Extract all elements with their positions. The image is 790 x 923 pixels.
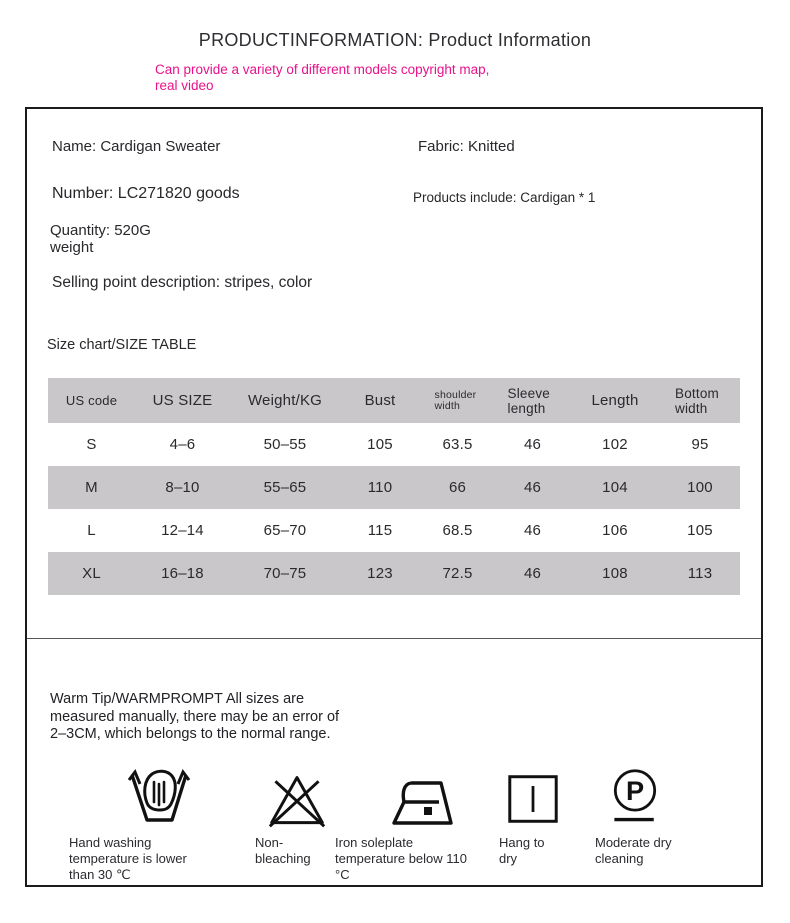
size-cell: 50–55 <box>263 436 307 453</box>
size-cell: 4–6 <box>169 436 196 453</box>
care-label-line: dry <box>499 851 518 866</box>
size-cell: 55–65 <box>263 479 307 496</box>
column-header: Sleeve length <box>507 385 550 416</box>
care-label-line: Hang to <box>499 835 545 850</box>
hang-to-dry-icon <box>505 773 561 825</box>
product-info-card <box>25 107 763 887</box>
quantity-line: Quantity: 520G <box>50 222 151 239</box>
hand-wash-icon <box>127 763 191 829</box>
care-label-line: Hand washing <box>69 835 152 850</box>
care-instructions-section <box>27 638 761 885</box>
column-header: Bust <box>364 392 396 409</box>
size-cell: 106 <box>602 522 628 539</box>
column-header: Bottom width <box>675 385 719 416</box>
size-cell: 46 <box>523 522 542 539</box>
size-cell: 16–18 <box>161 565 204 582</box>
size-cell: S <box>86 436 97 453</box>
size-table <box>48 378 740 595</box>
quantity-line: weight <box>50 239 94 256</box>
size-cell: 102 <box>602 436 628 453</box>
warm-tip-line: Warm Tip/WARMPROMPT All sizes are <box>50 691 305 707</box>
iron-low-temp-label <box>335 835 505 883</box>
warm-tip-line: measured manually, there may be an error of <box>50 708 340 725</box>
size-cell: 104 <box>602 479 628 496</box>
selling-point-field: Selling point description: stripes, color <box>52 274 313 291</box>
care-label-line: temperature is lower <box>69 851 187 866</box>
care-label-line: cleaning <box>595 851 644 866</box>
care-label-line: than 30 ℃ <box>69 867 131 882</box>
care-label-line: °C <box>335 867 350 882</box>
size-cell: 105 <box>687 522 713 539</box>
size-cell: 46 <box>523 565 542 582</box>
products-include-field: Products include: Cardigan * 1 <box>413 190 596 205</box>
size-cell: 115 <box>367 522 393 539</box>
size-cell: 113 <box>687 565 713 582</box>
size-cell: 68.5 <box>442 522 473 539</box>
warm-tip-line: 2–3CM, which belongs to the normal range. <box>50 726 331 742</box>
column-header: Length <box>591 392 639 409</box>
size-cell: 65–70 <box>263 522 307 539</box>
product-quantity-field <box>50 222 151 256</box>
size-cell: 46 <box>523 436 542 453</box>
non-bleach-icon <box>267 771 327 831</box>
product-details-section <box>27 109 761 638</box>
size-cell: 46 <box>523 479 542 496</box>
size-cell: 8–10 <box>165 479 200 496</box>
product-number-field: Number: LC271820 goods <box>52 185 240 202</box>
size-cell: M <box>85 479 98 496</box>
size-cell: 105 <box>367 436 393 453</box>
column-header: US code <box>65 393 118 408</box>
size-chart-title: Size chart/SIZE TABLE <box>47 337 197 353</box>
size-table-header-row <box>48 378 740 423</box>
size-cell: 123 <box>367 565 393 582</box>
care-label-line: Non- <box>255 835 284 850</box>
product-name-field: Name: Cardigan Sweater <box>52 138 221 155</box>
dry-clean-gentle-icon <box>605 765 665 829</box>
svg-text:P: P <box>625 774 645 806</box>
size-row-m <box>48 466 740 509</box>
size-cell: 95 <box>691 436 709 453</box>
page-title: PRODUCTINFORMATION: Product Information <box>198 30 592 50</box>
care-label-line: bleaching <box>255 851 311 866</box>
iron-low-temp-icon <box>389 777 455 829</box>
column-header: shoulder width <box>434 388 477 412</box>
non-bleach-label <box>255 835 345 867</box>
size-row-xl <box>48 552 740 595</box>
size-cell: L <box>87 522 96 539</box>
column-header: Weight/KG <box>247 392 323 409</box>
size-cell: 63.5 <box>442 436 473 453</box>
size-cell: 72.5 <box>442 565 473 582</box>
hang-to-dry-label <box>499 835 579 867</box>
column-header: US SIZE <box>152 392 213 409</box>
size-cell: 66 <box>448 479 467 496</box>
size-cell: 100 <box>687 479 713 496</box>
hand-wash-label <box>69 835 234 883</box>
subtitle-line: Can provide a variety of different models copyright map, <box>155 62 490 77</box>
care-label-line: temperature below 110 <box>335 851 468 866</box>
size-cell: XL <box>82 565 101 582</box>
care-label-line: Moderate dry <box>595 835 672 850</box>
warm-tip-text <box>50 691 339 744</box>
size-row-l <box>48 509 740 552</box>
size-cell: 108 <box>602 565 628 582</box>
size-cell: 70–75 <box>263 565 307 582</box>
product-fabric-field: Fabric: Knitted <box>418 138 515 155</box>
dry-clean-gentle-label <box>595 835 720 867</box>
care-label-line: Iron soleplate <box>335 835 414 850</box>
size-row-s <box>48 423 740 466</box>
subtitle-line: real video <box>155 77 214 93</box>
page-subtitle <box>155 62 585 93</box>
size-cell: 12–14 <box>161 522 204 539</box>
size-cell: 110 <box>367 479 393 496</box>
